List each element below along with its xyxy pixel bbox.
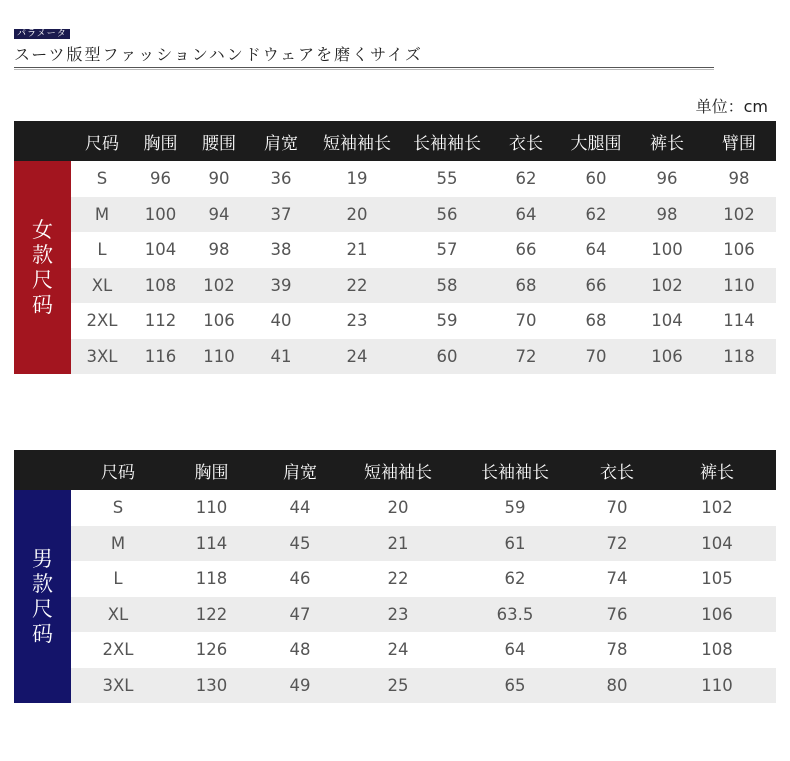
- column-header: 大腿围: [570, 133, 622, 154]
- measurement-cell: 104: [144, 240, 177, 260]
- measurement-cell: 114: [195, 533, 228, 553]
- measurement-cell: 40: [270, 311, 292, 331]
- measurement-cell: 106: [723, 240, 755, 260]
- size-cell: 3XL: [86, 346, 118, 366]
- column-header: 肩宽: [264, 133, 298, 154]
- column-header: 胸围: [143, 133, 178, 154]
- measurement-cell: 62: [585, 204, 607, 224]
- measurement-cell: 38: [270, 240, 292, 260]
- measurement-cell: 90: [208, 169, 230, 189]
- table-row: [71, 339, 776, 375]
- women-rows: [71, 161, 776, 374]
- measurement-cell: 59: [436, 311, 458, 331]
- measurement-cell: 106: [203, 311, 235, 331]
- measurement-cell: 78: [606, 640, 628, 660]
- measurement-cell: 110: [203, 346, 235, 366]
- men-header-row: [14, 450, 776, 490]
- measurement-cell: 76: [606, 604, 628, 624]
- measurement-cell: 60: [585, 169, 607, 189]
- measurement-cell: 122: [195, 604, 228, 624]
- measurement-cell: 118: [723, 346, 755, 366]
- measurement-cell: 41: [270, 346, 292, 366]
- measurement-cell: 62: [515, 169, 537, 189]
- measurement-cell: 68: [515, 275, 537, 295]
- column-header: 衣长: [509, 133, 543, 154]
- measurement-cell: 104: [701, 533, 733, 553]
- table-row: [71, 303, 776, 339]
- measurement-cell: 74: [606, 569, 628, 589]
- measurement-cell: 72: [515, 346, 537, 366]
- unit-label: 单位：cm: [695, 97, 768, 116]
- women-size-table: [14, 121, 776, 374]
- measurement-cell: 104: [651, 311, 683, 331]
- size-cell: L: [113, 569, 123, 589]
- measurement-cell: 110: [723, 275, 755, 295]
- measurement-cell: 72: [606, 533, 628, 553]
- measurement-cell: 25: [387, 675, 409, 695]
- measurement-cell: 62: [504, 569, 526, 589]
- column-header: 衣长: [600, 462, 634, 483]
- column-header: 臂围: [722, 133, 756, 154]
- side-label-char: 尺: [32, 267, 53, 292]
- measurement-cell: 94: [208, 204, 230, 224]
- measurement-cell: 24: [346, 346, 368, 366]
- measurement-cell: 98: [728, 169, 750, 189]
- section-tag: パラメータ: [14, 29, 70, 39]
- side-label-char: 女: [32, 217, 53, 242]
- measurement-cell: 23: [346, 311, 368, 331]
- measurement-cell: 36: [270, 169, 292, 189]
- measurement-cell: 130: [195, 675, 228, 695]
- women-header-row: [14, 121, 776, 161]
- table-row: [71, 632, 776, 668]
- men-rows: [71, 490, 776, 703]
- column-header: 尺码: [85, 133, 119, 154]
- measurement-cell: 64: [504, 640, 526, 660]
- size-cell: S: [96, 169, 108, 189]
- measurement-cell: 61: [504, 533, 526, 553]
- table-row: [71, 490, 776, 526]
- table-row: [71, 232, 776, 268]
- column-header: 腰围: [202, 133, 236, 154]
- measurement-cell: 126: [195, 640, 228, 660]
- measurement-cell: 59: [504, 498, 526, 518]
- measurement-cell: 46: [289, 569, 311, 589]
- measurement-cell: 20: [387, 498, 409, 518]
- measurement-cell: 44: [289, 498, 311, 518]
- measurement-cell: 66: [585, 275, 607, 295]
- measurement-cell: 70: [515, 311, 537, 331]
- column-header: 胸围: [194, 462, 229, 483]
- measurement-cell: 98: [656, 204, 678, 224]
- size-cell: L: [97, 240, 107, 260]
- column-header: 长袖袖长: [413, 133, 481, 154]
- side-label-char: 尺: [32, 596, 53, 621]
- measurement-cell: 106: [651, 346, 683, 366]
- measurement-cell: 110: [195, 498, 228, 518]
- measurement-cell: 102: [203, 275, 235, 295]
- measurement-cell: 21: [346, 240, 368, 260]
- size-cell: 2XL: [102, 640, 134, 660]
- measurement-cell: 98: [208, 240, 230, 260]
- measurement-cell: 60: [436, 346, 458, 366]
- measurement-cell: 96: [150, 169, 171, 189]
- measurement-cell: 48: [289, 640, 311, 660]
- column-header: 肩宽: [283, 462, 317, 483]
- measurement-cell: 66: [515, 240, 537, 260]
- measurement-cell: 80: [606, 675, 628, 695]
- measurement-cell: 63.5: [496, 604, 534, 624]
- measurement-cell: 112: [144, 311, 177, 331]
- measurement-cell: 47: [289, 604, 311, 624]
- measurement-cell: 108: [144, 275, 177, 295]
- measurement-cell: 39: [270, 275, 292, 295]
- table-row: [71, 197, 776, 233]
- measurement-cell: 70: [585, 346, 607, 366]
- measurement-cell: 64: [515, 204, 537, 224]
- measurement-cell: 102: [701, 498, 733, 518]
- side-label-char: 款: [32, 242, 53, 267]
- side-label-char: 码: [32, 292, 53, 317]
- title-divider: [14, 67, 714, 68]
- side-label-char: 男: [32, 546, 53, 571]
- measurement-cell: 23: [387, 604, 409, 624]
- page-title: スーツ版型ファッションハンドウェアを磨くサイズ: [14, 45, 423, 64]
- size-cell: XL: [91, 275, 113, 295]
- measurement-cell: 102: [651, 275, 683, 295]
- measurement-cell: 57: [436, 240, 458, 260]
- measurement-cell: 20: [346, 204, 368, 224]
- size-cell: S: [112, 498, 124, 518]
- measurement-cell: 116: [144, 346, 177, 366]
- measurement-cell: 49: [289, 675, 311, 695]
- size-cell: XL: [107, 604, 129, 624]
- men-side-label: [14, 490, 71, 703]
- men-size-table: [14, 450, 776, 703]
- measurement-cell: 110: [701, 675, 733, 695]
- measurement-cell: 22: [346, 275, 368, 295]
- measurement-cell: 118: [195, 569, 228, 589]
- measurement-cell: 100: [651, 240, 683, 260]
- measurement-cell: 58: [436, 275, 458, 295]
- size-cell: 2XL: [86, 311, 118, 331]
- side-label-char: 码: [32, 621, 53, 646]
- measurement-cell: 19: [346, 169, 368, 189]
- measurement-cell: 64: [585, 240, 607, 260]
- side-label-char: 款: [32, 571, 53, 596]
- column-header: 长袖袖长: [481, 462, 549, 483]
- measurement-cell: 65: [504, 675, 526, 695]
- measurement-cell: 70: [606, 498, 628, 518]
- measurement-cell: 55: [436, 169, 458, 189]
- measurement-cell: 105: [701, 569, 733, 589]
- table-row: [71, 668, 776, 704]
- column-header: 短袖袖长: [364, 462, 432, 483]
- title-divider-secondary: [14, 69, 714, 70]
- table-row: [71, 597, 776, 633]
- column-header: 裤长: [650, 133, 684, 154]
- table-row: [71, 268, 776, 304]
- measurement-cell: 21: [387, 533, 409, 553]
- column-header: 尺码: [101, 462, 135, 483]
- measurement-cell: 22: [387, 569, 409, 589]
- size-cell: M: [94, 204, 110, 224]
- measurement-cell: 24: [387, 640, 409, 660]
- size-cell: 3XL: [102, 675, 134, 695]
- size-cell: M: [110, 533, 126, 553]
- table-row: [71, 526, 776, 562]
- measurement-cell: 108: [701, 640, 733, 660]
- measurement-cell: 114: [723, 311, 755, 331]
- women-side-label: [14, 161, 71, 374]
- column-header: 裤长: [700, 462, 734, 483]
- measurement-cell: 100: [144, 204, 177, 224]
- measurement-cell: 45: [289, 533, 311, 553]
- measurement-cell: 106: [701, 604, 733, 624]
- measurement-cell: 56: [436, 204, 458, 224]
- column-header: 短袖袖长: [323, 133, 391, 154]
- table-row: [71, 161, 776, 197]
- measurement-cell: 96: [656, 169, 678, 189]
- table-row: [71, 561, 776, 597]
- measurement-cell: 102: [723, 204, 755, 224]
- measurement-cell: 68: [585, 311, 607, 331]
- measurement-cell: 37: [270, 204, 292, 224]
